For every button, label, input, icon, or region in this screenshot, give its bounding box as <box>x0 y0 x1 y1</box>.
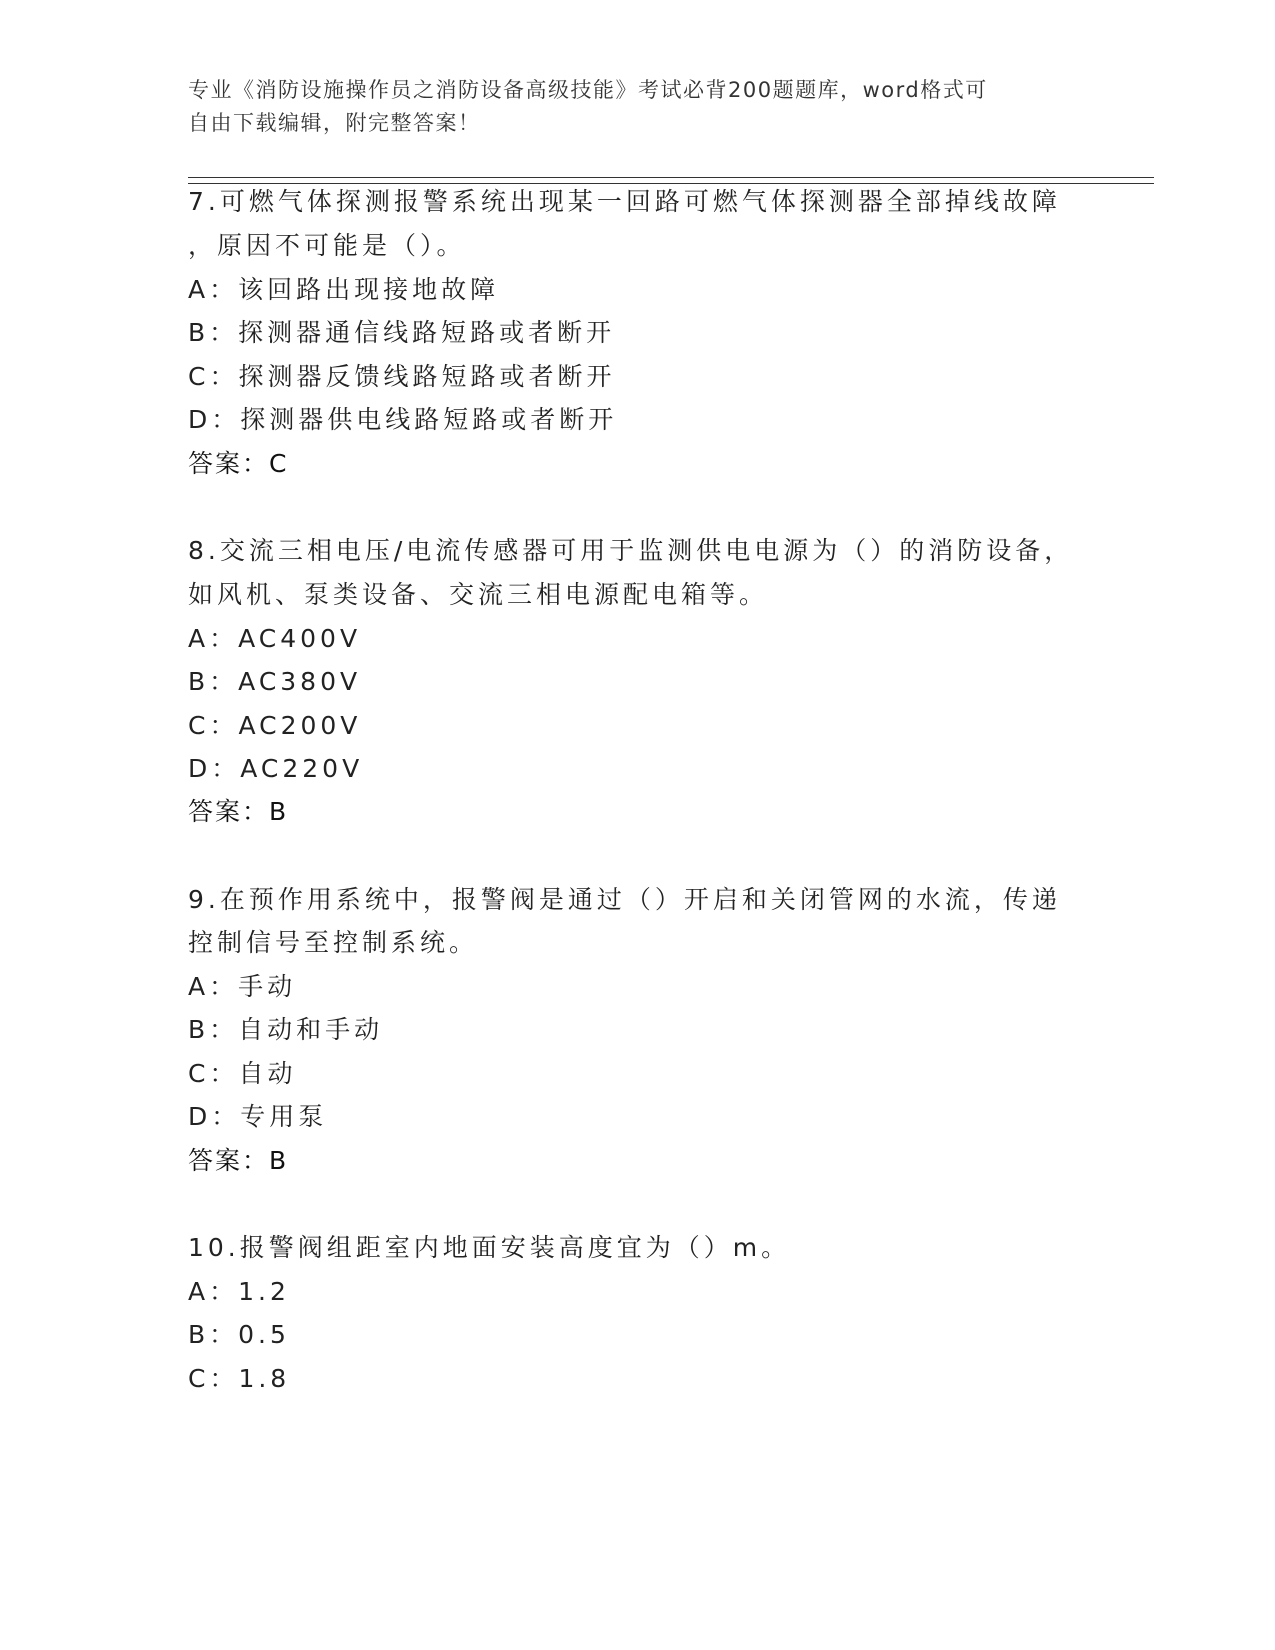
question-7-stem-line-2: ，原因不可能是（）。 <box>188 231 466 260</box>
question-8-option-c: C：AC200V <box>188 711 362 740</box>
question-7-answer: 答案：C <box>188 449 289 478</box>
question-8-option-b: B：AC380V <box>188 667 362 696</box>
question-7-option-a: A：该回路出现接地故障 <box>188 275 500 304</box>
question-9-option-d: D：专用泵 <box>188 1102 328 1131</box>
header-line-2: 自由下载编辑，附完整答案！ <box>188 111 481 135</box>
question-9-stem-line-2: 控制信号至控制系统。 <box>188 928 479 957</box>
header-line-1: 专业《消防设施操作员之消防设备高级技能》考试必背200题题库，word格式可 <box>188 78 988 102</box>
question-9-option-c: C：自动 <box>188 1059 297 1088</box>
question-10-stem-line-1: 10.报警阀组距室内地面安装高度宜为（）m。 <box>188 1233 791 1262</box>
question-9-option-a: A：手动 <box>188 972 297 1001</box>
question-10-option-a: A：1.2 <box>188 1277 290 1306</box>
question-9-option-b: B：自动和手动 <box>188 1015 384 1044</box>
question-8-stem-line-1: 8.交流三相电压/电流传感器可用于监测供电电源为（）的消防设备， <box>188 536 1074 565</box>
question-9-stem-line-1: 9.在预作用系统中，报警阀是通过（）开启和关闭管网的水流，传递 <box>188 885 1061 914</box>
question-8-stem-line-2: 如风机、泵类设备、交流三相电源配电箱等。 <box>188 580 769 609</box>
question-7-option-c: C：探测器反馈线路短路或者断开 <box>188 362 616 391</box>
question-8-answer: 答案：B <box>188 797 289 826</box>
question-8-option-d: D：AC220V <box>188 754 364 783</box>
header-divider-top <box>188 177 1154 178</box>
question-10-option-c: C：1.8 <box>188 1364 291 1393</box>
question-7-option-b: B：探测器通信线路短路或者断开 <box>188 318 616 347</box>
question-10-option-b: B：0.5 <box>188 1320 290 1349</box>
question-7-stem-line-1: 7.可燃气体探测报警系统出现某一回路可燃气体探测器全部掉线故障 <box>188 187 1061 216</box>
header-divider-bottom <box>188 183 1154 184</box>
question-7-option-d: D：探测器供电线路短路或者断开 <box>188 405 618 434</box>
document-header <box>188 74 1068 140</box>
question-9-answer: 答案：B <box>188 1146 289 1175</box>
question-8-option-a: A：AC400V <box>188 624 362 653</box>
